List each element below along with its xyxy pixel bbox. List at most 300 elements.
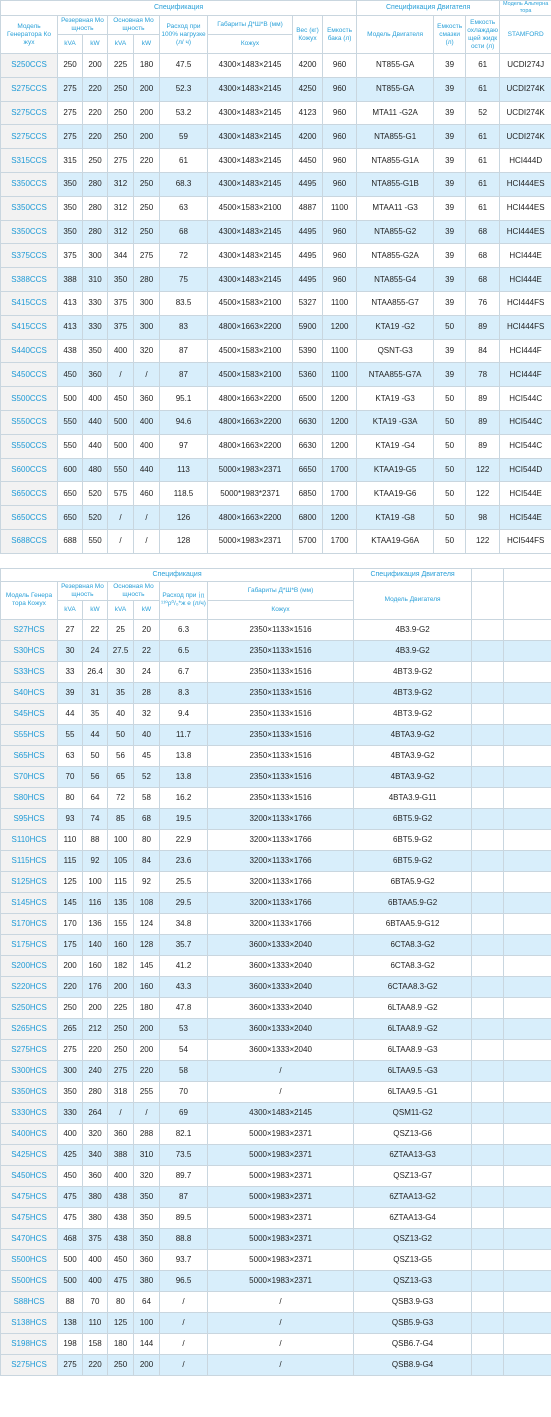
table-cell: 6LTAA8.9 -G2 <box>354 997 472 1018</box>
table-cell: 300 <box>83 244 108 268</box>
model-cell: S450CCS <box>1 363 58 387</box>
table-cell: 960 <box>323 268 357 292</box>
table-cell: 330 <box>83 291 108 315</box>
table-cell: 250 <box>108 101 134 125</box>
table-cell: 4B3.9-G2 <box>354 619 472 640</box>
empty-cell <box>504 745 551 766</box>
table-cell: KTA19 -G4 <box>357 434 434 458</box>
empty-cell <box>504 976 551 997</box>
table-cell: UCDI274J <box>500 54 551 78</box>
empty-cell <box>472 934 504 955</box>
table-cell: KTAA19-G6A <box>357 529 434 553</box>
table-cell: 500 <box>58 1249 83 1270</box>
table-cell: 44 <box>83 724 108 745</box>
model-cell: S88HCS <box>1 1291 58 1312</box>
empty-cell <box>472 829 504 850</box>
table-row <box>1 125 551 149</box>
table-cell: 110 <box>58 829 83 850</box>
model-cell: S330HCS <box>1 1102 58 1123</box>
table-cell: NTA855-G1A <box>357 149 434 173</box>
table-cell: 40 <box>134 724 160 745</box>
empty-cell <box>504 808 551 829</box>
table-cell: 4BT3.9-G2 <box>354 661 472 682</box>
table-cell: HCI444ES <box>500 196 551 220</box>
table-cell: 39 <box>434 101 466 125</box>
table-cell: 87 <box>160 363 208 387</box>
table-cell: KTA19 -G2 <box>357 315 434 339</box>
empty-cell <box>472 1354 504 1375</box>
table-cell: 100 <box>83 871 108 892</box>
table-cell: / <box>160 1312 208 1333</box>
table-cell: 550 <box>83 529 108 553</box>
table-cell: 84 <box>466 339 500 363</box>
table-cell: QSZ13-G2 <box>354 1228 472 1249</box>
table-cell: 3200×1133×1766 <box>208 829 354 850</box>
table-cell: 122 <box>466 529 500 553</box>
empty-cell <box>472 661 504 682</box>
table-cell: 220 <box>134 1060 160 1081</box>
table-cell: 250 <box>108 1039 134 1060</box>
table-cell: 180 <box>134 997 160 1018</box>
table-cell: 30 <box>58 640 83 661</box>
table-cell: NT855-GA <box>357 54 434 78</box>
empty-cell <box>504 829 551 850</box>
table-cell: 960 <box>323 125 357 149</box>
table-cell: 61 <box>466 54 500 78</box>
table-cell: QSB3.9-G3 <box>354 1291 472 1312</box>
table-cell: 275 <box>134 244 160 268</box>
table-cell: 220 <box>83 101 108 125</box>
table-cell: 144 <box>134 1333 160 1354</box>
model-cell: S265HCS <box>1 1018 58 1039</box>
empty-cell <box>472 1333 504 1354</box>
table-cell: NTA855-G1 <box>357 125 434 149</box>
table-cell: 6BTAA5.9-G2 <box>354 892 472 913</box>
table-cell: 650 <box>58 506 83 530</box>
table-cell: 6500 <box>293 387 323 411</box>
empty-cell <box>504 1354 551 1375</box>
table-row <box>1 410 551 434</box>
table-cell: 24 <box>83 640 108 661</box>
table-cell: 54 <box>160 1039 208 1060</box>
table-cell: 26.4 <box>83 661 108 682</box>
table-cell: 5000×1983×2371 <box>208 1228 354 1249</box>
model-cell: S55HCS <box>1 724 58 745</box>
dimensions-header: Габариты Д*Ш*В (мм) <box>208 581 354 600</box>
table-row <box>1 77 551 101</box>
table-cell: 4123 <box>293 101 323 125</box>
table-cell: 300 <box>58 1060 83 1081</box>
table-cell: 4300×1483×2145 <box>208 220 293 244</box>
table-cell: 275 <box>58 125 83 149</box>
table-cell: 6800 <box>293 506 323 530</box>
model-cell: S300HCS <box>1 1060 58 1081</box>
table-cell: 110 <box>83 1312 108 1333</box>
table-cell: 6LTAA9.5 -G1 <box>354 1081 472 1102</box>
table-row <box>1 101 551 125</box>
table-cell: / <box>208 1354 354 1375</box>
table-cell: 6LTAA9.5 -G3 <box>354 1060 472 1081</box>
empty-cell <box>504 1249 551 1270</box>
table-cell: 520 <box>83 482 108 506</box>
table-cell: 4495 <box>293 172 323 196</box>
table-cell: HCI544E <box>500 506 551 530</box>
table-cell: 39 <box>58 682 83 703</box>
kw-header: kW <box>83 35 108 54</box>
prime-power-header: Основная Мо щность <box>108 581 160 600</box>
table-cell: 960 <box>323 244 357 268</box>
table-row <box>1 291 551 315</box>
table-cell: 440 <box>83 410 108 434</box>
table-cell: 225 <box>108 997 134 1018</box>
table-cell: 22 <box>83 619 108 640</box>
table-cell: 400 <box>83 1249 108 1270</box>
table-cell: 80 <box>134 829 160 850</box>
table-row <box>1 1165 551 1186</box>
table-cell: NTA855-G4 <box>357 268 434 292</box>
table-cell: 380 <box>134 1270 160 1291</box>
table-cell: / <box>208 1060 354 1081</box>
table-cell: 40 <box>108 703 134 724</box>
table-cell: 280 <box>83 1081 108 1102</box>
table-cell: 6850 <box>293 482 323 506</box>
table-cell: 89 <box>466 410 500 434</box>
table-cell: 6LTAA8.9 -G2 <box>354 1018 472 1039</box>
table-cell: 39 <box>434 244 466 268</box>
table-row <box>1 934 551 955</box>
table-cell: 4BTA3.9-G2 <box>354 766 472 787</box>
table-cell: 1100 <box>323 363 357 387</box>
table-cell: 960 <box>323 77 357 101</box>
table-cell: QSZ13-G7 <box>354 1165 472 1186</box>
table-row <box>1 787 551 808</box>
table-cell: 460 <box>134 482 160 506</box>
empty-cell <box>472 1060 504 1081</box>
table-row <box>1 268 551 292</box>
table-cell: 1200 <box>323 387 357 411</box>
table-row <box>1 745 551 766</box>
table-cell: 5000×1983×2371 <box>208 1270 354 1291</box>
table-cell: 375 <box>58 244 83 268</box>
table-cell: 52.3 <box>160 77 208 101</box>
table-cell: 340 <box>83 1144 108 1165</box>
table-cell: 39 <box>434 172 466 196</box>
table-cell: 1200 <box>323 315 357 339</box>
table-cell: 5000×1983×2371 <box>208 1186 354 1207</box>
table-cell: / <box>108 363 134 387</box>
table-cell: 113 <box>160 458 208 482</box>
empty-cell <box>504 619 551 640</box>
table-cell: 6.5 <box>160 640 208 661</box>
table-cell: 95.1 <box>160 387 208 411</box>
table-cell: / <box>134 1102 160 1123</box>
empty-cell <box>504 1081 551 1102</box>
spec-header: Спецификация <box>1 568 354 581</box>
table-cell: 438 <box>108 1228 134 1249</box>
table-cell: 68 <box>466 268 500 292</box>
table-cell: 4200 <box>293 125 323 149</box>
model-cell: S440CCS <box>1 339 58 363</box>
empty-cell <box>472 640 504 661</box>
table-cell: 47.8 <box>160 997 208 1018</box>
table-cell: 5000×1983×2371 <box>208 1123 354 1144</box>
table-cell: 93 <box>58 808 83 829</box>
table-cell: 73.5 <box>160 1144 208 1165</box>
table-cell: 39 <box>434 77 466 101</box>
empty-cell <box>504 850 551 871</box>
table-cell: 155 <box>108 913 134 934</box>
model-cell: S250HCS <box>1 997 58 1018</box>
table-cell: 4B3.9-G2 <box>354 640 472 661</box>
table-cell: 288 <box>134 1123 160 1144</box>
table-cell: 440 <box>134 458 160 482</box>
table-cell: 72 <box>160 244 208 268</box>
table-cell: 140 <box>83 934 108 955</box>
table-cell: 200 <box>134 101 160 125</box>
table-cell: 2350×1133×1516 <box>208 724 354 745</box>
table-cell: 265 <box>58 1018 83 1039</box>
table-cell: 575 <box>108 482 134 506</box>
table-cell: 34.8 <box>160 913 208 934</box>
table-cell: 310 <box>83 268 108 292</box>
table-cell: 4300×1483×2145 <box>208 149 293 173</box>
table-row <box>1 434 551 458</box>
empty-cell <box>472 976 504 997</box>
engine-model-header: Модель Двигателя <box>354 581 472 619</box>
table-cell: 3200×1133×1766 <box>208 892 354 913</box>
table-row <box>1 1312 551 1333</box>
table-cell: MTAA11 -G3 <box>357 196 434 220</box>
table-cell: 200 <box>83 54 108 78</box>
table-row <box>1 1039 551 1060</box>
table-row <box>1 682 551 703</box>
table-cell: 255 <box>134 1081 160 1102</box>
table-cell: 500 <box>108 434 134 458</box>
model-cell: S415CCS <box>1 315 58 339</box>
table-cell: 4BTA3.9-G2 <box>354 724 472 745</box>
model-cell: S170HCS <box>1 913 58 934</box>
table-cell: 8.3 <box>160 682 208 703</box>
table-cell: 2350×1133×1516 <box>208 682 354 703</box>
empty-cell <box>472 913 504 934</box>
model-cell: S388CCS <box>1 268 58 292</box>
empty-cell <box>472 1102 504 1123</box>
empty-cell <box>504 1291 551 1312</box>
table-cell: HCI444D <box>500 149 551 173</box>
empty-cell <box>472 850 504 871</box>
table-cell: 350 <box>134 1228 160 1249</box>
empty-cell <box>504 1144 551 1165</box>
table-cell: 350 <box>58 196 83 220</box>
empty-cell <box>472 1081 504 1102</box>
table-cell: 89 <box>466 315 500 339</box>
table-cell: 124 <box>134 913 160 934</box>
alternator-model-header: Модель Альтерна тора <box>500 1 551 16</box>
table-cell: 2350×1133×1516 <box>208 766 354 787</box>
table-cell: 175 <box>58 934 83 955</box>
table-row <box>1 724 551 745</box>
canopy-header: Кожух <box>208 600 354 619</box>
engine-spec-header: Спецификация Двигателя <box>354 568 472 581</box>
model-cell: S400HCS <box>1 1123 58 1144</box>
model-cell: S500HCS <box>1 1270 58 1291</box>
table-cell: 4300×1483×2145 <box>208 244 293 268</box>
table-cell: 200 <box>134 77 160 101</box>
kw-header: kW <box>134 600 160 619</box>
table-cell: 61 <box>466 125 500 149</box>
table-cell: 3200×1133×1766 <box>208 913 354 934</box>
table-cell: 475 <box>58 1207 83 1228</box>
table-cell: 275 <box>58 1354 83 1375</box>
table-cell: MTA11 -G2A <box>357 101 434 125</box>
table-cell: 50 <box>434 315 466 339</box>
table-cell: 200 <box>134 1039 160 1060</box>
empty-cell <box>504 1333 551 1354</box>
table-cell: 500 <box>108 410 134 434</box>
table-cell: 1100 <box>323 339 357 363</box>
table-cell: QSNT-G3 <box>357 339 434 363</box>
table-cell: 70 <box>160 1081 208 1102</box>
table-cell: 4887 <box>293 196 323 220</box>
table-cell: 82.1 <box>160 1123 208 1144</box>
table-cell: 50 <box>434 506 466 530</box>
table-cell: / <box>108 529 134 553</box>
model-cell: S500HCS <box>1 1249 58 1270</box>
empty-cell <box>504 661 551 682</box>
table-cell: 76 <box>466 291 500 315</box>
model-cell: S95HCS <box>1 808 58 829</box>
table-cell: 58 <box>134 787 160 808</box>
table-cell: 70 <box>58 766 83 787</box>
table-cell: 6BT5.9-G2 <box>354 829 472 850</box>
table-cell: 200 <box>108 976 134 997</box>
table-cell: HCI444FS <box>500 291 551 315</box>
table-cell: 320 <box>83 1123 108 1144</box>
table-cell: 650 <box>58 482 83 506</box>
table-cell: 158 <box>83 1333 108 1354</box>
table-cell: 520 <box>83 506 108 530</box>
kw-header: kW <box>83 600 108 619</box>
empty-cell <box>472 871 504 892</box>
table-cell: NTAA855-G7 <box>357 291 434 315</box>
model-cell: S350CCS <box>1 172 58 196</box>
prime-power-header: Основная Мо щность <box>108 16 160 35</box>
table-cell: 44 <box>58 703 83 724</box>
table-cell: HCI444ES <box>500 172 551 196</box>
table-row <box>1 220 551 244</box>
model-cell: S475HCS <box>1 1207 58 1228</box>
table-cell: 4495 <box>293 244 323 268</box>
model-cell: S27HCS <box>1 619 58 640</box>
empty-cell <box>504 1123 551 1144</box>
table-cell: 135 <box>108 892 134 913</box>
table-cell: 200 <box>134 1018 160 1039</box>
table-cell: 400 <box>134 410 160 434</box>
table-row <box>1 1102 551 1123</box>
table-row <box>1 1228 551 1249</box>
empty-cell <box>504 1060 551 1081</box>
table-cell: 468 <box>58 1228 83 1249</box>
table-cell: 115 <box>58 850 83 871</box>
table-row <box>1 1249 551 1270</box>
table-cell: 70 <box>83 1291 108 1312</box>
table-row <box>1 1018 551 1039</box>
table-cell: 6LTAA8.9 -G3 <box>354 1039 472 1060</box>
table-cell: 182 <box>108 955 134 976</box>
table-cell: 118.5 <box>160 482 208 506</box>
table-cell: QSM11-G2 <box>354 1102 472 1123</box>
table-cell: 4450 <box>293 149 323 173</box>
table-cell: QSB8.9-G4 <box>354 1354 472 1375</box>
table-cell: 198 <box>58 1333 83 1354</box>
table-row <box>1 1186 551 1207</box>
table-cell: 4300×1483×2145 <box>208 77 293 101</box>
table-cell: 438 <box>58 339 83 363</box>
table-cell: 84 <box>134 850 160 871</box>
table-cell: 78 <box>466 363 500 387</box>
empty-cell <box>472 1207 504 1228</box>
fuel-consumption-header: Расход при 100% нагрузке (л/ ч) <box>160 16 208 54</box>
table-cell: 1700 <box>323 482 357 506</box>
table-cell: 1200 <box>323 506 357 530</box>
table-cell: HCI544C <box>500 410 551 434</box>
standby-power-header: Резервная Мо щность <box>58 581 108 600</box>
table-cell: UCDI274K <box>500 101 551 125</box>
table-cell: QSB5.9-G3 <box>354 1312 472 1333</box>
table-row <box>1 808 551 829</box>
table-cell: 6BT5.9-G2 <box>354 808 472 829</box>
table-row <box>1 871 551 892</box>
model-cell: S110HCS <box>1 829 58 850</box>
table-cell: 6630 <box>293 434 323 458</box>
oil-capacity-header: Емкость смазки (л) <box>434 16 466 54</box>
table-cell: 138 <box>58 1312 83 1333</box>
table-cell: 25.5 <box>160 871 208 892</box>
empty-cell <box>472 682 504 703</box>
table-cell: 19.5 <box>160 808 208 829</box>
table-cell: KTA19 -G8 <box>357 506 434 530</box>
table-cell: 5900 <box>293 315 323 339</box>
model-cell: S138HCS <box>1 1312 58 1333</box>
model-cell: S275HCS <box>1 1354 58 1375</box>
table-cell: 200 <box>58 955 83 976</box>
table-cell: 61 <box>160 149 208 173</box>
table-cell: 11.7 <box>160 724 208 745</box>
empty-cell <box>472 1291 504 1312</box>
fuel-consumption-header: Расход при ㏌¹¹ºρ⁰/₀*ж е (л/ч) <box>160 581 208 619</box>
table-row <box>1 997 551 1018</box>
table-cell: 438 <box>108 1186 134 1207</box>
model-cell: S275CCS <box>1 77 58 101</box>
table-cell: 80 <box>58 787 83 808</box>
table-cell: 250 <box>134 172 160 196</box>
table-cell: 122 <box>466 482 500 506</box>
kva-header: kVA <box>58 35 83 54</box>
table-cell: 2350×1133×1516 <box>208 661 354 682</box>
table-cell: 6CTA8.3-G2 <box>354 934 472 955</box>
table-cell: 4495 <box>293 220 323 244</box>
table-cell: 64 <box>83 787 108 808</box>
empty-cell <box>504 913 551 934</box>
empty-cell <box>472 1228 504 1249</box>
table-cell: 280 <box>83 220 108 244</box>
table-cell: 41.2 <box>160 955 208 976</box>
table-cell: 58 <box>160 1060 208 1081</box>
table-row <box>1 196 551 220</box>
table-row <box>1 640 551 661</box>
table-cell: 50 <box>108 724 134 745</box>
empty-cell <box>472 1018 504 1039</box>
